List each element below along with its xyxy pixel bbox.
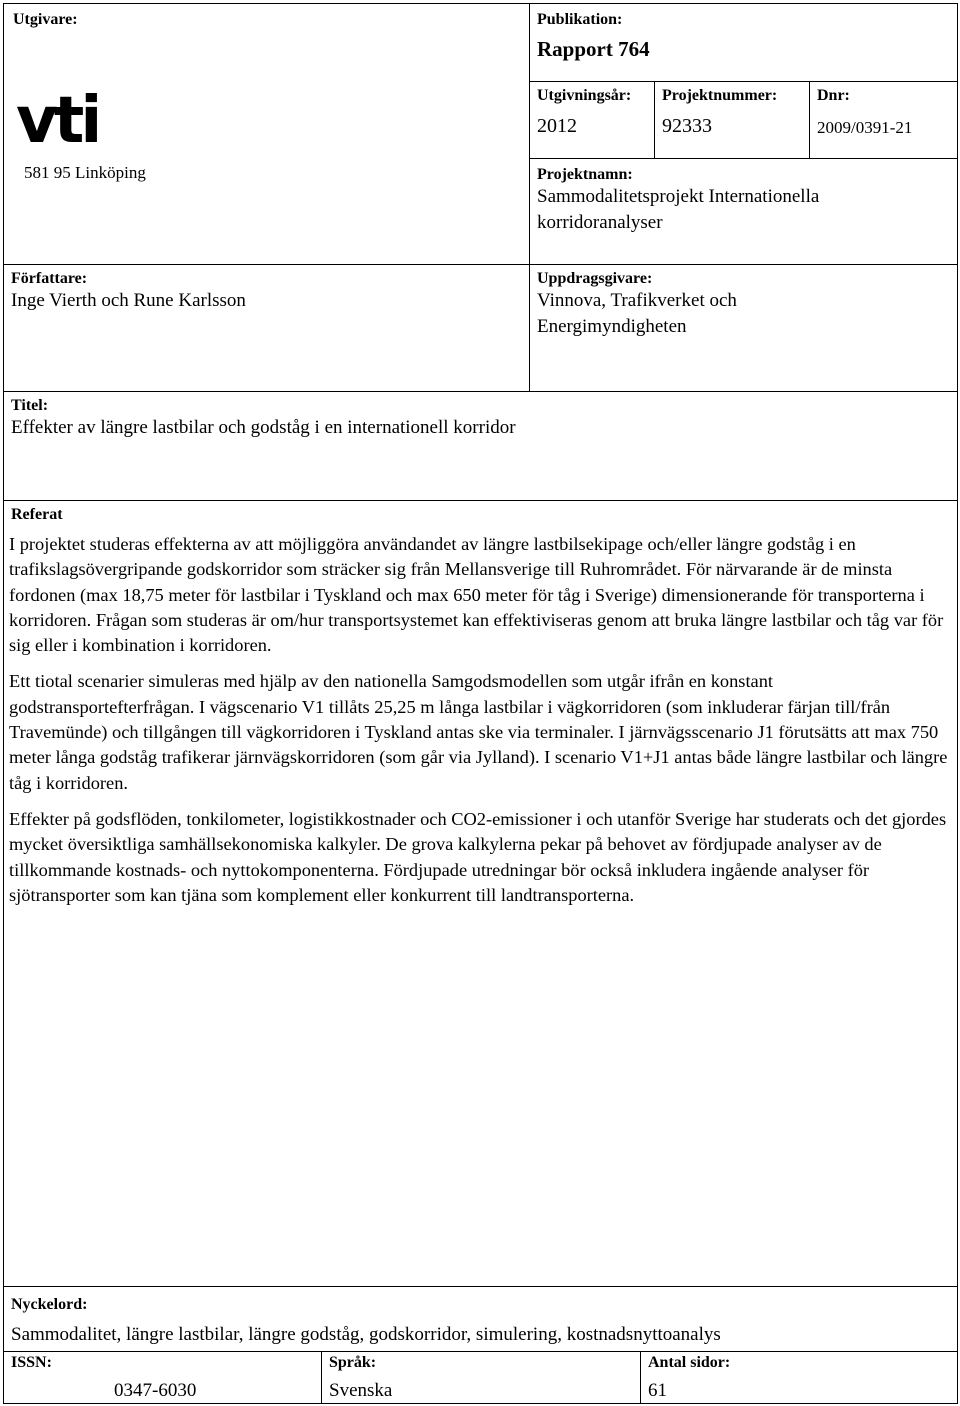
issn-label: ISSN: [11, 1354, 52, 1371]
year-cell [529, 81, 655, 159]
language-value: Svenska [329, 1380, 393, 1401]
project-name-value: Sammodalitetsprojekt Internationella korridoranalyser [537, 186, 820, 233]
authors-value: Inge Vierth och Rune Karlsson [11, 290, 246, 311]
pages-value: 61 [648, 1380, 667, 1401]
year-value: 2012 [537, 115, 577, 137]
issn-value: 0347-6030 [114, 1380, 197, 1401]
language-label: Språk: [329, 1354, 377, 1371]
publisher-label: Utgivare: [13, 11, 78, 28]
publisher-cell [3, 3, 530, 265]
client-value: Vinnova, Trafikverket och Energimyndigheten [537, 290, 737, 337]
title-label: Titel: [11, 397, 49, 414]
authors-label: Författare: [11, 270, 88, 287]
title-value: Effekter av längre lastbilar och godståg i en internationell korridor [11, 417, 516, 438]
project-number-cell [654, 81, 810, 159]
pages-label: Antal sidor: [648, 1354, 731, 1371]
project-name-label: Projektnamn: [537, 166, 633, 183]
authors-cell [3, 264, 530, 392]
project-number-label: Projektnummer: [662, 87, 778, 104]
vti-logo-text: vti [16, 84, 99, 150]
abstract-label: Referat [11, 506, 63, 523]
dnr-value: 2009/0391-21 [817, 118, 913, 137]
year-label: Utgivningsår: [537, 87, 632, 104]
pages-cell [640, 1351, 958, 1404]
abstract-body [9, 532, 949, 919]
client-label: Uppdragsgivare: [537, 270, 653, 287]
title-cell [3, 391, 958, 501]
issn-cell [3, 1351, 322, 1404]
publication-cell [529, 3, 958, 82]
vti-logo [16, 84, 106, 150]
language-cell [321, 1351, 641, 1404]
abstract-paragraph-3: Effekter på godsflöden, tonkilometer, logistikkostnader och CO2-emissioner i och utanför Sverige har studerats och det gjordes mycket översiktliga samhällsekonomiska kalkyler. De grova kalkylerna pekar på behovet av fördjupade analyser av de tillkommande kostnads- och nyttokomponenterna. Fördjupade utredningar bör också inkludera ingående analyser för sjötransporter som kan tjäna som komplement eller konkurrent till landtransporterna. [9, 808, 947, 905]
publication-value: Rapport 764 [537, 37, 650, 61]
project-name-cell [529, 158, 958, 265]
abstract-paragraph-2: Ett tiotal scenarier simuleras med hjälp av den nationella Samgodsmodellen som utgår ifrån en konstant godstransportefterfrågan. I vägscenario V1 tillåts 25,25 m långa lastbilar i vägkorridoren (som inkluderar färjan till/från Travemünde) och tillgången till vägkorridoren i Tyskland antas ske via terminaler. I järnvägsscenario J1 förutsätts att max 750 meter långa godståg trafikerar järnvägskorridoren (som går via Jylland). I scenario V1+J1 antas både längre lastbilar och längre tåg i korridoren. [9, 671, 948, 793]
publication-label: Publikation: [537, 11, 623, 28]
keywords-label: Nyckelord: [11, 1296, 88, 1313]
keywords-value: Sammodalitet, längre lastbilar, längre godståg, godskorridor, simulering, kostnadsnyttoanalys [11, 1324, 721, 1345]
project-number-value: 92333 [662, 115, 712, 137]
client-cell [529, 264, 958, 392]
dnr-label: Dnr: [817, 87, 850, 104]
publisher-address: 581 95 Linköping [24, 163, 146, 182]
dnr-cell [809, 81, 958, 159]
abstract-paragraph-1: I projektet studeras effekterna av att möjliggöra användandet av längre lastbilsekipage och/eller längre godståg i en trafikslagsövergripande godskorridor som sträcker sig från Mellansverige till Ruhrområdet. För närvarande är de minsta fordonen (max 18,75 meter för lastbilar i Tyskland och max 650 meter för tåg i Sverige) dimensionerande för transporterna i korridoren. Frågan som studeras är om/hur transportsystemet kan effektiviseras genom att bruka längre lastbilar och tåg var för sig eller i kombination i korridoren. [9, 534, 944, 656]
keywords-cell [3, 1286, 958, 1352]
